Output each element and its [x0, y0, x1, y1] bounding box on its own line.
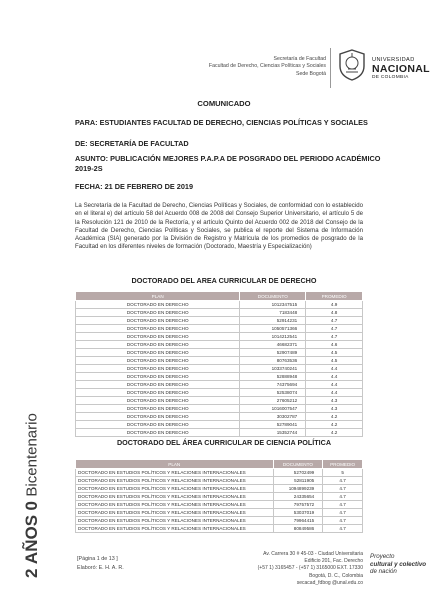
contact-line: Av. Carrera 30 # 45-03 - Ciudad Universitaria: [263, 551, 363, 557]
promedio-cell: 4.5: [306, 349, 363, 357]
promedio-cell: 4.2: [306, 429, 363, 437]
footer-contact: [250, 551, 363, 587]
documento-cell: 52811905: [273, 477, 323, 485]
bicentenario-number: 2: [22, 568, 41, 578]
document-title: COMUNICADO: [197, 99, 251, 108]
plan-cell: DOCTORADO EN DERECHO: [76, 325, 240, 333]
promedio-cell: 4.7: [306, 325, 363, 333]
footer-slogan: [370, 553, 426, 576]
column-header-documento: DOCUMENTO: [273, 460, 323, 469]
plan-cell: DOCTORADO EN ESTUDIOS POLÍTICOS Y RELACIONES INTERNACIONALES: [76, 493, 274, 501]
column-header-plan: PLAN: [76, 292, 240, 301]
promedio-cell: 4.7: [323, 485, 363, 493]
plan-cell: DOCTORADO EN DERECHO: [76, 397, 240, 405]
contact-line: Bogotá, D. C., Colombia: [309, 572, 363, 579]
table-row: [76, 373, 363, 381]
table-row: [76, 365, 363, 373]
table-row: [76, 341, 363, 349]
documento-cell: 52914231: [240, 317, 306, 325]
plan-cell: DOCTORADO EN DERECHO: [76, 421, 240, 429]
documento-cell: 46682371: [240, 341, 306, 349]
promedio-cell: 4.7: [323, 509, 363, 517]
slogan-line: Proyecto: [370, 553, 395, 560]
memo-asunto-line2: 2019-2S: [75, 164, 103, 173]
documento-cell: 15352744: [240, 429, 306, 437]
column-header-plan: PLAN: [76, 460, 274, 469]
plan-cell: DOCTORADO EN DERECHO: [76, 357, 240, 365]
promedio-cell: 4.2: [306, 421, 363, 429]
table-row: [76, 509, 363, 517]
memo-de: DE: SECRETARÍA DE FACULTAD: [75, 139, 189, 148]
table-row: [76, 357, 363, 365]
brand-nacional: NACIONAL: [372, 63, 430, 75]
documento-cell: 1012347515: [240, 301, 306, 309]
table-row: [76, 397, 363, 405]
promedio-cell: 4.4: [306, 373, 363, 381]
promedio-cell: 4.5: [306, 357, 363, 365]
office-line: Facultad de Derecho, Ciencias Políticas y Sociales: [208, 63, 326, 70]
plan-cell: DOCTORADO EN DERECHO: [76, 389, 240, 397]
documento-cell: 1094899239: [273, 485, 323, 493]
table-row: [76, 421, 363, 429]
plan-cell: DOCTORADO EN ESTUDIOS POLÍTICOS Y RELACIONES INTERNACIONALES: [76, 477, 274, 485]
table-row: [76, 309, 363, 317]
plan-cell: DOCTORADO EN DERECHO: [76, 333, 240, 341]
faculty-office-header: [180, 56, 326, 78]
documento-cell: 1014212541: [240, 333, 306, 341]
table-row: [76, 317, 363, 325]
promedio-cell: 4.2: [306, 413, 363, 421]
column-header-documento: DOCUMENTO: [240, 292, 306, 301]
documento-cell: 7183448: [240, 309, 306, 317]
plan-cell: DOCTORADO EN ESTUDIOS POLÍTICOS Y RELACIONES INTERNACIONALES: [76, 509, 274, 517]
bicentenario-zero: 0: [22, 501, 41, 511]
plan-cell: DOCTORADO EN DERECHO: [76, 413, 240, 421]
table-row: [76, 389, 363, 397]
memo-para: PARA: ESTUDIANTES FACULTAD DE DERECHO, CIENCIAS POLÍTICAS Y SOCIALES: [75, 118, 368, 127]
memo-fecha: FECHA: 21 DE FEBRERO DE 2019: [75, 182, 193, 191]
documento-cell: 52789041: [240, 421, 306, 429]
documento-cell: 1033740241: [240, 365, 306, 373]
plan-cell: DOCTORADO EN ESTUDIOS POLÍTICOS Y RELACIONES INTERNACIONALES: [76, 525, 274, 533]
derecho-grades-table: [75, 291, 363, 437]
promedio-cell: 4.7: [306, 333, 363, 341]
table-row: [76, 469, 363, 477]
plan-cell: DOCTORADO EN DERECHO: [76, 341, 240, 349]
memo-body: La Secretaría de la Facultad de Derecho, Ciencias Políticas y Sociales, de conformidad con lo establecido en el literal e) del artículo 58 del Acuerdo 008 de 2008 del Consejo Superior Universitario, el artículo 5 de la Resolución 121 de 2010 de la Rectoría, y el artículo Quinto del Acuerdo 002 de 2018 del Consejo de la Facultad de Derecho, Ciencias Políticas y Sociales, se publica el reporte del Sistema de Información Académica (SIA) generado por la División de Registro y Matrícula de los promedios de posgrado de la Facultad en los diferentes niveles de formación (Doctorado, Maestría y Especialización): [75, 202, 363, 251]
plan-cell: DOCTORADO EN ESTUDIOS POLÍTICOS Y RELACIONES INTERNACIONALES: [76, 517, 274, 525]
documento-cell: 52907489: [240, 349, 306, 357]
table-row: [76, 525, 363, 533]
table-row: [76, 477, 363, 485]
table-row: [76, 333, 363, 341]
documento-cell: 80849586: [273, 525, 323, 533]
bicentenario-logo: [22, 413, 42, 578]
promedio-cell: 4.7: [323, 517, 363, 525]
documento-cell: 24335654: [273, 493, 323, 501]
promedio-cell: 4.9: [306, 301, 363, 309]
promedio-cell: 4.4: [306, 389, 363, 397]
ciencia-politica-grades-table: [75, 459, 363, 533]
promedio-cell: 4.7: [323, 493, 363, 501]
plan-cell: DOCTORADO EN DERECHO: [76, 349, 240, 357]
office-line: Secretaría de Facultad: [273, 56, 326, 62]
documento-cell: 1016007547: [240, 405, 306, 413]
promedio-cell: 5: [323, 469, 363, 477]
table2-heading: DOCTORADO DEL ÁREA CURRICULAR DE CIENCIA POLÍTICA: [116, 438, 332, 447]
plan-cell: DOCTORADO EN DERECHO: [76, 301, 240, 309]
slogan-line: de nación: [370, 568, 397, 576]
contact-email: secacad_fdbog @unal.edu.co: [296, 579, 363, 586]
table-row: [76, 413, 363, 421]
documento-cell: 27605212: [240, 397, 306, 405]
table-row: [76, 485, 363, 493]
column-header-promedio: PROMEDIO: [306, 292, 363, 301]
documento-cell: 52702499: [273, 469, 323, 477]
brand-country: DE COLOMBIA: [372, 75, 409, 80]
plan-cell: DOCTORADO EN DERECHO: [76, 405, 240, 413]
documento-cell: 1050571366: [240, 325, 306, 333]
university-brand: [372, 57, 430, 81]
promedio-cell: 4.3: [306, 405, 363, 413]
table-row: [76, 325, 363, 333]
plan-cell: DOCTORADO EN ESTUDIOS POLÍTICOS Y RELACIONES INTERNACIONALES: [76, 485, 274, 493]
office-line: Sede Bogotá: [296, 70, 326, 77]
promedio-cell: 4.3: [306, 397, 363, 405]
table-row: [76, 349, 363, 357]
table-row: [76, 405, 363, 413]
documento-cell: 52888948: [240, 373, 306, 381]
plan-cell: DOCTORADO EN DERECHO: [76, 381, 240, 389]
table1-heading: DOCTORADO DEL AREA CURRICULAR DE DERECHO: [131, 276, 317, 285]
documento-cell: 80763536: [240, 357, 306, 365]
contact-line: (+57 1) 3165457 - (+57 1) 3165000 EXT. 17330: [257, 565, 363, 572]
university-seal-icon: [337, 48, 367, 82]
promedio-cell: 4.7: [323, 525, 363, 533]
promedio-cell: 4.7: [306, 317, 363, 325]
promedio-cell: 4.7: [323, 477, 363, 485]
documento-cell: 53037019: [273, 509, 323, 517]
documento-cell: 52538074: [240, 389, 306, 397]
brand-university: UNIVERSIDAD: [372, 57, 415, 63]
promedio-cell: 4.8: [306, 309, 363, 317]
documento-cell: 74375694: [240, 381, 306, 389]
plan-cell: DOCTORADO EN DERECHO: [76, 365, 240, 373]
slogan-line: cultural y colectivo: [370, 560, 427, 568]
promedio-cell: 4.7: [323, 501, 363, 509]
promedio-cell: 4.4: [306, 381, 363, 389]
page-number: [Página 1 de 13 ]: [77, 556, 118, 562]
plan-cell: DOCTORADO EN DERECHO: [76, 317, 240, 325]
documento-cell: 79757572: [273, 501, 323, 509]
prepared-by: Elaboró: E. H. A. R.: [77, 564, 124, 571]
documento-cell: 30302787: [240, 413, 306, 421]
plan-cell: DOCTORADO EN DERECHO: [76, 373, 240, 381]
plan-cell: DOCTORADO EN ESTUDIOS POLÍTICOS Y RELACIONES INTERNACIONALES: [76, 501, 274, 509]
column-header-promedio: PROMEDIO: [323, 460, 363, 469]
promedio-cell: 4.6: [306, 341, 363, 349]
table-row: [76, 493, 363, 501]
plan-cell: DOCTORADO EN DERECHO: [76, 429, 240, 437]
plan-cell: DOCTORADO EN DERECHO: [76, 309, 240, 317]
contact-line: Edificio 201, Fac. Derecho: [304, 558, 363, 565]
table-row: [76, 517, 363, 525]
table-row: [76, 429, 363, 437]
table-row: [76, 301, 363, 309]
footer-left: [77, 555, 124, 572]
memo-asunto-line1: ASUNTO: PUBLICACIÓN MEJORES P.A.P.A DE POSGRADO DEL PERIODO ACADÉMICO: [75, 154, 381, 163]
plan-cell: DOCTORADO EN ESTUDIOS POLÍTICOS Y RELACIONES INTERNACIONALES: [76, 469, 274, 477]
bicentenario-anos: AÑOS: [22, 514, 41, 565]
documento-cell: 79964415: [273, 517, 323, 525]
promedio-cell: 4.4: [306, 365, 363, 373]
header-divider: [330, 48, 331, 88]
table-row: [76, 381, 363, 389]
bicentenario-label: Bicentenario: [23, 413, 41, 497]
table-row: [76, 501, 363, 509]
